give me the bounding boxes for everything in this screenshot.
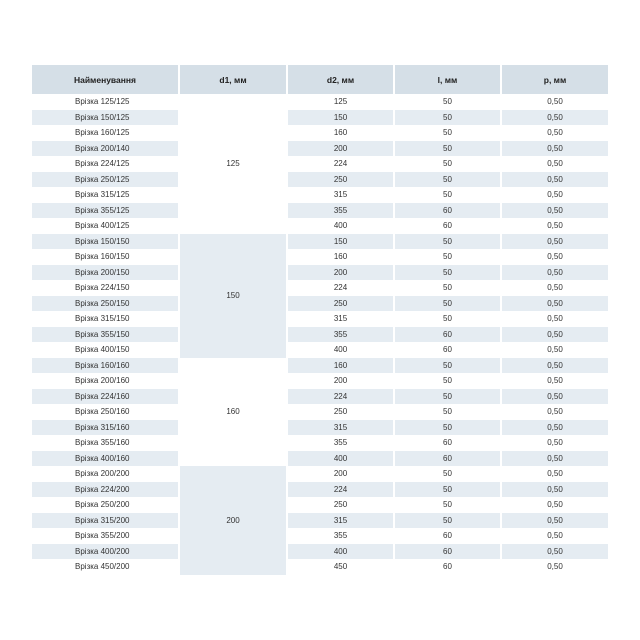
cell-l: 60: [394, 342, 501, 358]
cell-name: Врізка 200/200: [75, 469, 130, 478]
cell-d2: 150: [287, 110, 394, 126]
header-d2: d2, мм: [287, 65, 394, 94]
table-row: [32, 466, 608, 482]
table-row: [32, 249, 608, 265]
cell-p: 0,50: [501, 249, 608, 265]
table-row: [32, 187, 608, 203]
table-row: [32, 203, 608, 219]
cell-l: 50: [394, 125, 501, 141]
cell-d2: 224: [287, 280, 394, 296]
cell-l: 60: [394, 203, 501, 219]
table-row: [32, 156, 608, 172]
cell-p: 0,50: [501, 404, 608, 420]
cell-d2: 400: [287, 218, 394, 234]
table-row: [32, 420, 608, 436]
table-row: [32, 234, 608, 250]
cell-name: Врізка 450/200: [75, 562, 130, 571]
cell-l: 50: [394, 249, 501, 265]
table-row: [32, 513, 608, 529]
cell-p: 0,50: [501, 373, 608, 389]
cell-l: 60: [394, 528, 501, 544]
cell-l: 50: [394, 404, 501, 420]
table-row: [32, 218, 608, 234]
cell-d2: 355: [287, 327, 394, 343]
cell-d2: 224: [287, 482, 394, 498]
cell-name: Врізка 160/125: [75, 128, 130, 137]
cell-d2: 200: [287, 141, 394, 157]
cell-name: Врізка 200/160: [75, 376, 130, 385]
cell-l: 50: [394, 187, 501, 203]
cell-d2: 224: [287, 156, 394, 172]
cell-p: 0,50: [501, 141, 608, 157]
table-row: [32, 528, 608, 544]
cell-name: Врізка 355/150: [32, 327, 179, 343]
cell-l: 50: [394, 513, 501, 529]
table-row: [32, 358, 608, 374]
table-header-row: [32, 65, 608, 94]
cell-p: 0,50: [501, 497, 608, 513]
cell-d2: 400: [287, 342, 394, 358]
cell-p: 0,50: [501, 94, 608, 110]
cell-name: Врізка 250/125: [32, 172, 179, 188]
table-row: [32, 559, 608, 575]
cell-l: 60: [394, 218, 501, 234]
spec-table-container: [32, 65, 608, 575]
cell-l: 50: [394, 497, 501, 513]
table-row: [32, 373, 608, 389]
table-row: [32, 327, 608, 343]
table-row: [32, 296, 608, 312]
header-d1: d1, мм: [179, 65, 287, 94]
cell-l: 50: [394, 110, 501, 126]
cell-p: 0,50: [501, 265, 608, 281]
cell-name: Врізка 160/150: [75, 252, 130, 261]
table-row: [32, 389, 608, 405]
table-row: [32, 451, 608, 467]
cell-p: 0,50: [501, 280, 608, 296]
cell-d2: 355: [287, 528, 394, 544]
cell-l: 50: [394, 172, 501, 188]
cell-name: Врізка 400/150: [75, 345, 130, 354]
table-row: [32, 435, 608, 451]
table-row: [32, 110, 608, 126]
cell-l: 50: [394, 482, 501, 498]
cell-d2: 200: [287, 265, 394, 281]
cell-name: Врізка 400/200: [32, 544, 179, 560]
cell-d2: 400: [287, 451, 394, 467]
cell-l: 50: [394, 296, 501, 312]
cell-l: 50: [394, 373, 501, 389]
cell-d2: 355: [287, 435, 394, 451]
cell-p: 0,50: [501, 125, 608, 141]
cell-p: 0,50: [501, 156, 608, 172]
cell-p: 0,50: [501, 544, 608, 560]
cell-name: Врізка 315/150: [75, 314, 130, 323]
cell-d2: 315: [287, 187, 394, 203]
cell-p: 0,50: [501, 482, 608, 498]
header-name: Найменування: [32, 65, 179, 94]
cell-l: 50: [394, 265, 501, 281]
cell-name: Врізка 224/125: [75, 159, 130, 168]
cell-name: Врізка 200/150: [32, 265, 179, 281]
cell-name: Врізка 125/125: [75, 97, 130, 106]
cell-name: Врізка 355/160: [75, 438, 130, 447]
cell-p: 0,50: [501, 234, 608, 250]
cell-d2: 160: [287, 249, 394, 265]
cell-name: Врізка 150/150: [32, 234, 179, 250]
cell-d2: 250: [287, 172, 394, 188]
cell-name: Врізка 250/160: [75, 407, 130, 416]
cell-l: 50: [394, 156, 501, 172]
cell-name: Врізка 400/125: [75, 221, 130, 230]
table-row: [32, 125, 608, 141]
cell-d2: 200: [287, 466, 394, 482]
table-row: [32, 342, 608, 358]
cell-l: 50: [394, 141, 501, 157]
cell-p: 0,50: [501, 110, 608, 126]
cell-name: Врізка 224/160: [32, 389, 179, 405]
cell-d2: 315: [287, 420, 394, 436]
cell-name: Врізка 200/140: [32, 141, 179, 157]
cell-d1: 150: [179, 234, 287, 358]
cell-p: 0,50: [501, 559, 608, 575]
table-row: [32, 265, 608, 281]
cell-name: Врізка 355/125: [32, 203, 179, 219]
table-row: [32, 280, 608, 296]
spec-table: [32, 65, 608, 575]
cell-p: 0,50: [501, 296, 608, 312]
cell-d1: 160: [179, 358, 287, 467]
cell-name: Врізка 315/160: [32, 420, 179, 436]
cell-name: Врізка 355/200: [75, 531, 130, 540]
cell-name: Врізка 315/200: [32, 513, 179, 529]
table-body: [32, 94, 608, 575]
table-row: [32, 482, 608, 498]
cell-d2: 450: [287, 559, 394, 575]
table-row: [32, 141, 608, 157]
header-l: l, мм: [394, 65, 501, 94]
cell-d2: 125: [287, 94, 394, 110]
cell-p: 0,50: [501, 358, 608, 374]
cell-l: 50: [394, 234, 501, 250]
table-row: [32, 94, 608, 110]
cell-name: Врізка 150/125: [32, 110, 179, 126]
cell-p: 0,50: [501, 172, 608, 188]
cell-l: 60: [394, 559, 501, 575]
cell-p: 0,50: [501, 513, 608, 529]
header-p: p, мм: [501, 65, 608, 94]
cell-d2: 250: [287, 296, 394, 312]
table-row: [32, 497, 608, 513]
cell-l: 60: [394, 327, 501, 343]
cell-d2: 224: [287, 389, 394, 405]
cell-name: Врізка 160/160: [32, 358, 179, 374]
cell-d2: 400: [287, 544, 394, 560]
cell-p: 0,50: [501, 187, 608, 203]
cell-d1: 200: [179, 466, 287, 575]
cell-p: 0,50: [501, 327, 608, 343]
cell-d2: 355: [287, 203, 394, 219]
table-row: [32, 544, 608, 560]
cell-p: 0,50: [501, 435, 608, 451]
cell-d2: 160: [287, 125, 394, 141]
table-row: [32, 404, 608, 420]
cell-l: 50: [394, 280, 501, 296]
cell-d2: 315: [287, 513, 394, 529]
cell-p: 0,50: [501, 466, 608, 482]
cell-d2: 150: [287, 234, 394, 250]
cell-d2: 250: [287, 497, 394, 513]
cell-p: 0,50: [501, 203, 608, 219]
cell-p: 0,50: [501, 389, 608, 405]
cell-name: Врізка 250/200: [75, 500, 130, 509]
table-row: [32, 311, 608, 327]
cell-d2: 160: [287, 358, 394, 374]
cell-name: Врізка 250/150: [32, 296, 179, 312]
cell-l: 60: [394, 544, 501, 560]
cell-l: 50: [394, 311, 501, 327]
cell-name: Врізка 400/160: [32, 451, 179, 467]
cell-d2: 250: [287, 404, 394, 420]
cell-p: 0,50: [501, 311, 608, 327]
cell-p: 0,50: [501, 420, 608, 436]
cell-name: Врізка 315/125: [75, 190, 130, 199]
cell-d2: 315: [287, 311, 394, 327]
cell-p: 0,50: [501, 342, 608, 358]
cell-p: 0,50: [501, 451, 608, 467]
cell-l: 50: [394, 94, 501, 110]
cell-d2: 200: [287, 373, 394, 389]
cell-l: 60: [394, 435, 501, 451]
cell-l: 50: [394, 389, 501, 405]
cell-name: Врізка 224/150: [75, 283, 130, 292]
cell-p: 0,50: [501, 218, 608, 234]
cell-name: Врізка 224/200: [32, 482, 179, 498]
cell-l: 50: [394, 466, 501, 482]
cell-p: 0,50: [501, 528, 608, 544]
cell-l: 50: [394, 420, 501, 436]
cell-l: 50: [394, 358, 501, 374]
table-row: [32, 172, 608, 188]
cell-d1: 125: [179, 94, 287, 234]
cell-l: 60: [394, 451, 501, 467]
